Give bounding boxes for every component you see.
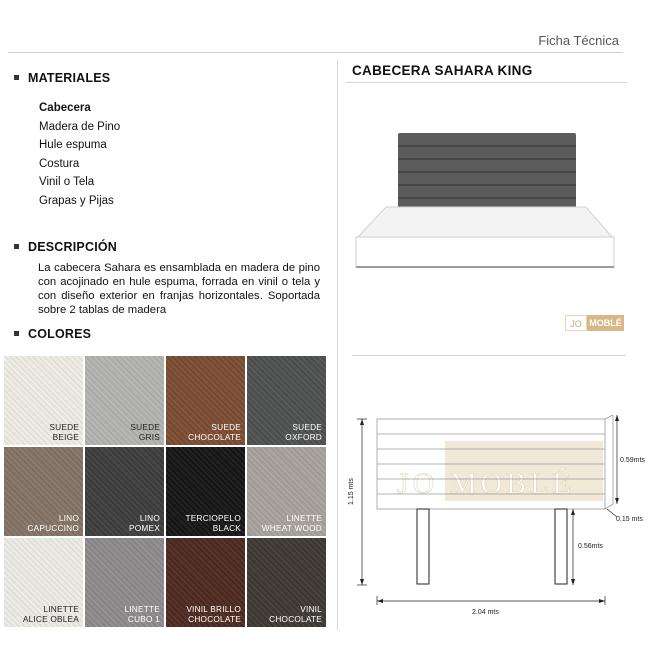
swatch-label: LINETTE ALICE OBLEA — [22, 604, 79, 624]
watermark-text: JO MOBLÉ — [397, 467, 575, 500]
descripcion-text: La cabecera Sahara es ensamblada en madera de pino con acojinado en hule espuma, forrada en vinil o tela y con diseño exterior en franjas horizontales. Soportada sobre 2 tablas de madera — [38, 262, 320, 316]
material-item: Madera de Pino — [39, 120, 121, 133]
material-item: Vinil o Tela — [39, 176, 95, 189]
column-divider — [337, 60, 338, 630]
product-title: CABECERA SAHARA KING — [352, 63, 533, 78]
bullet-icon — [14, 244, 19, 249]
dimension-drawing — [345, 405, 650, 620]
color-swatch — [166, 356, 245, 445]
swatch-label: LINO CAPUCCINO — [27, 513, 79, 533]
color-swatch — [85, 356, 164, 445]
swatch-label: SUEDE BEIGE — [49, 422, 79, 442]
brand-logo: JO MOBLÉ — [565, 315, 624, 331]
swatch-label: SUEDE GRIS — [130, 422, 160, 442]
color-swatch — [247, 538, 326, 627]
color-swatch — [4, 447, 83, 536]
materiales-heading — [14, 71, 110, 85]
colores-heading — [14, 327, 91, 341]
color-swatch — [247, 447, 326, 536]
descripcion-heading — [14, 240, 117, 254]
materiales-heading-text: MATERIALES — [28, 71, 111, 85]
dim-head-height: 0.59mts — [620, 457, 645, 464]
material-item: Hule espuma — [39, 139, 107, 152]
descripcion-heading-text: DESCRIPCIÓN — [28, 240, 118, 254]
swatch-label: LINETTE WHEAT WOOD — [261, 513, 322, 533]
dim-leg-height: 0.56mts — [578, 543, 603, 550]
bullet-icon — [14, 331, 19, 336]
dim-total-height: 1.15 mts — [348, 478, 355, 505]
material-item: Grapas y Pijas — [39, 194, 114, 207]
product-title-divider — [346, 82, 627, 83]
swatch-label: SUEDE OXFORD — [285, 422, 322, 442]
bullet-icon — [14, 75, 19, 80]
dim-depth: 0.15 mts — [616, 516, 643, 523]
color-swatch — [4, 356, 83, 445]
swatch-label: LINO POMEX — [129, 513, 160, 533]
color-swatch — [4, 538, 83, 627]
swatch-label: TERCIOPELO BLACK — [185, 513, 241, 533]
color-swatch — [85, 538, 164, 627]
dim-width: 2.04 mts — [472, 609, 499, 616]
colores-heading-text: COLORES — [28, 327, 92, 341]
color-swatch — [166, 447, 245, 536]
swatch-label: VINIL BRILLO CHOCOLATE — [186, 604, 241, 624]
color-swatch — [166, 538, 245, 627]
color-swatch — [247, 356, 326, 445]
material-item: Cabecera — [39, 102, 91, 114]
swatch-label: LINETTE CUBO 1 — [124, 604, 160, 624]
material-item: Costura — [39, 157, 80, 170]
color-swatch-grid — [4, 356, 326, 627]
section-divider — [352, 355, 626, 356]
color-swatch — [85, 447, 164, 536]
page-header-title: Ficha Técnica — [538, 33, 619, 48]
headboard-photo — [350, 125, 620, 275]
materiales-list — [39, 99, 120, 211]
header-divider — [8, 52, 623, 53]
swatch-label: SUEDE CHOCOLATE — [188, 422, 241, 442]
swatch-label: VINIL CHOCOLATE — [269, 604, 322, 624]
